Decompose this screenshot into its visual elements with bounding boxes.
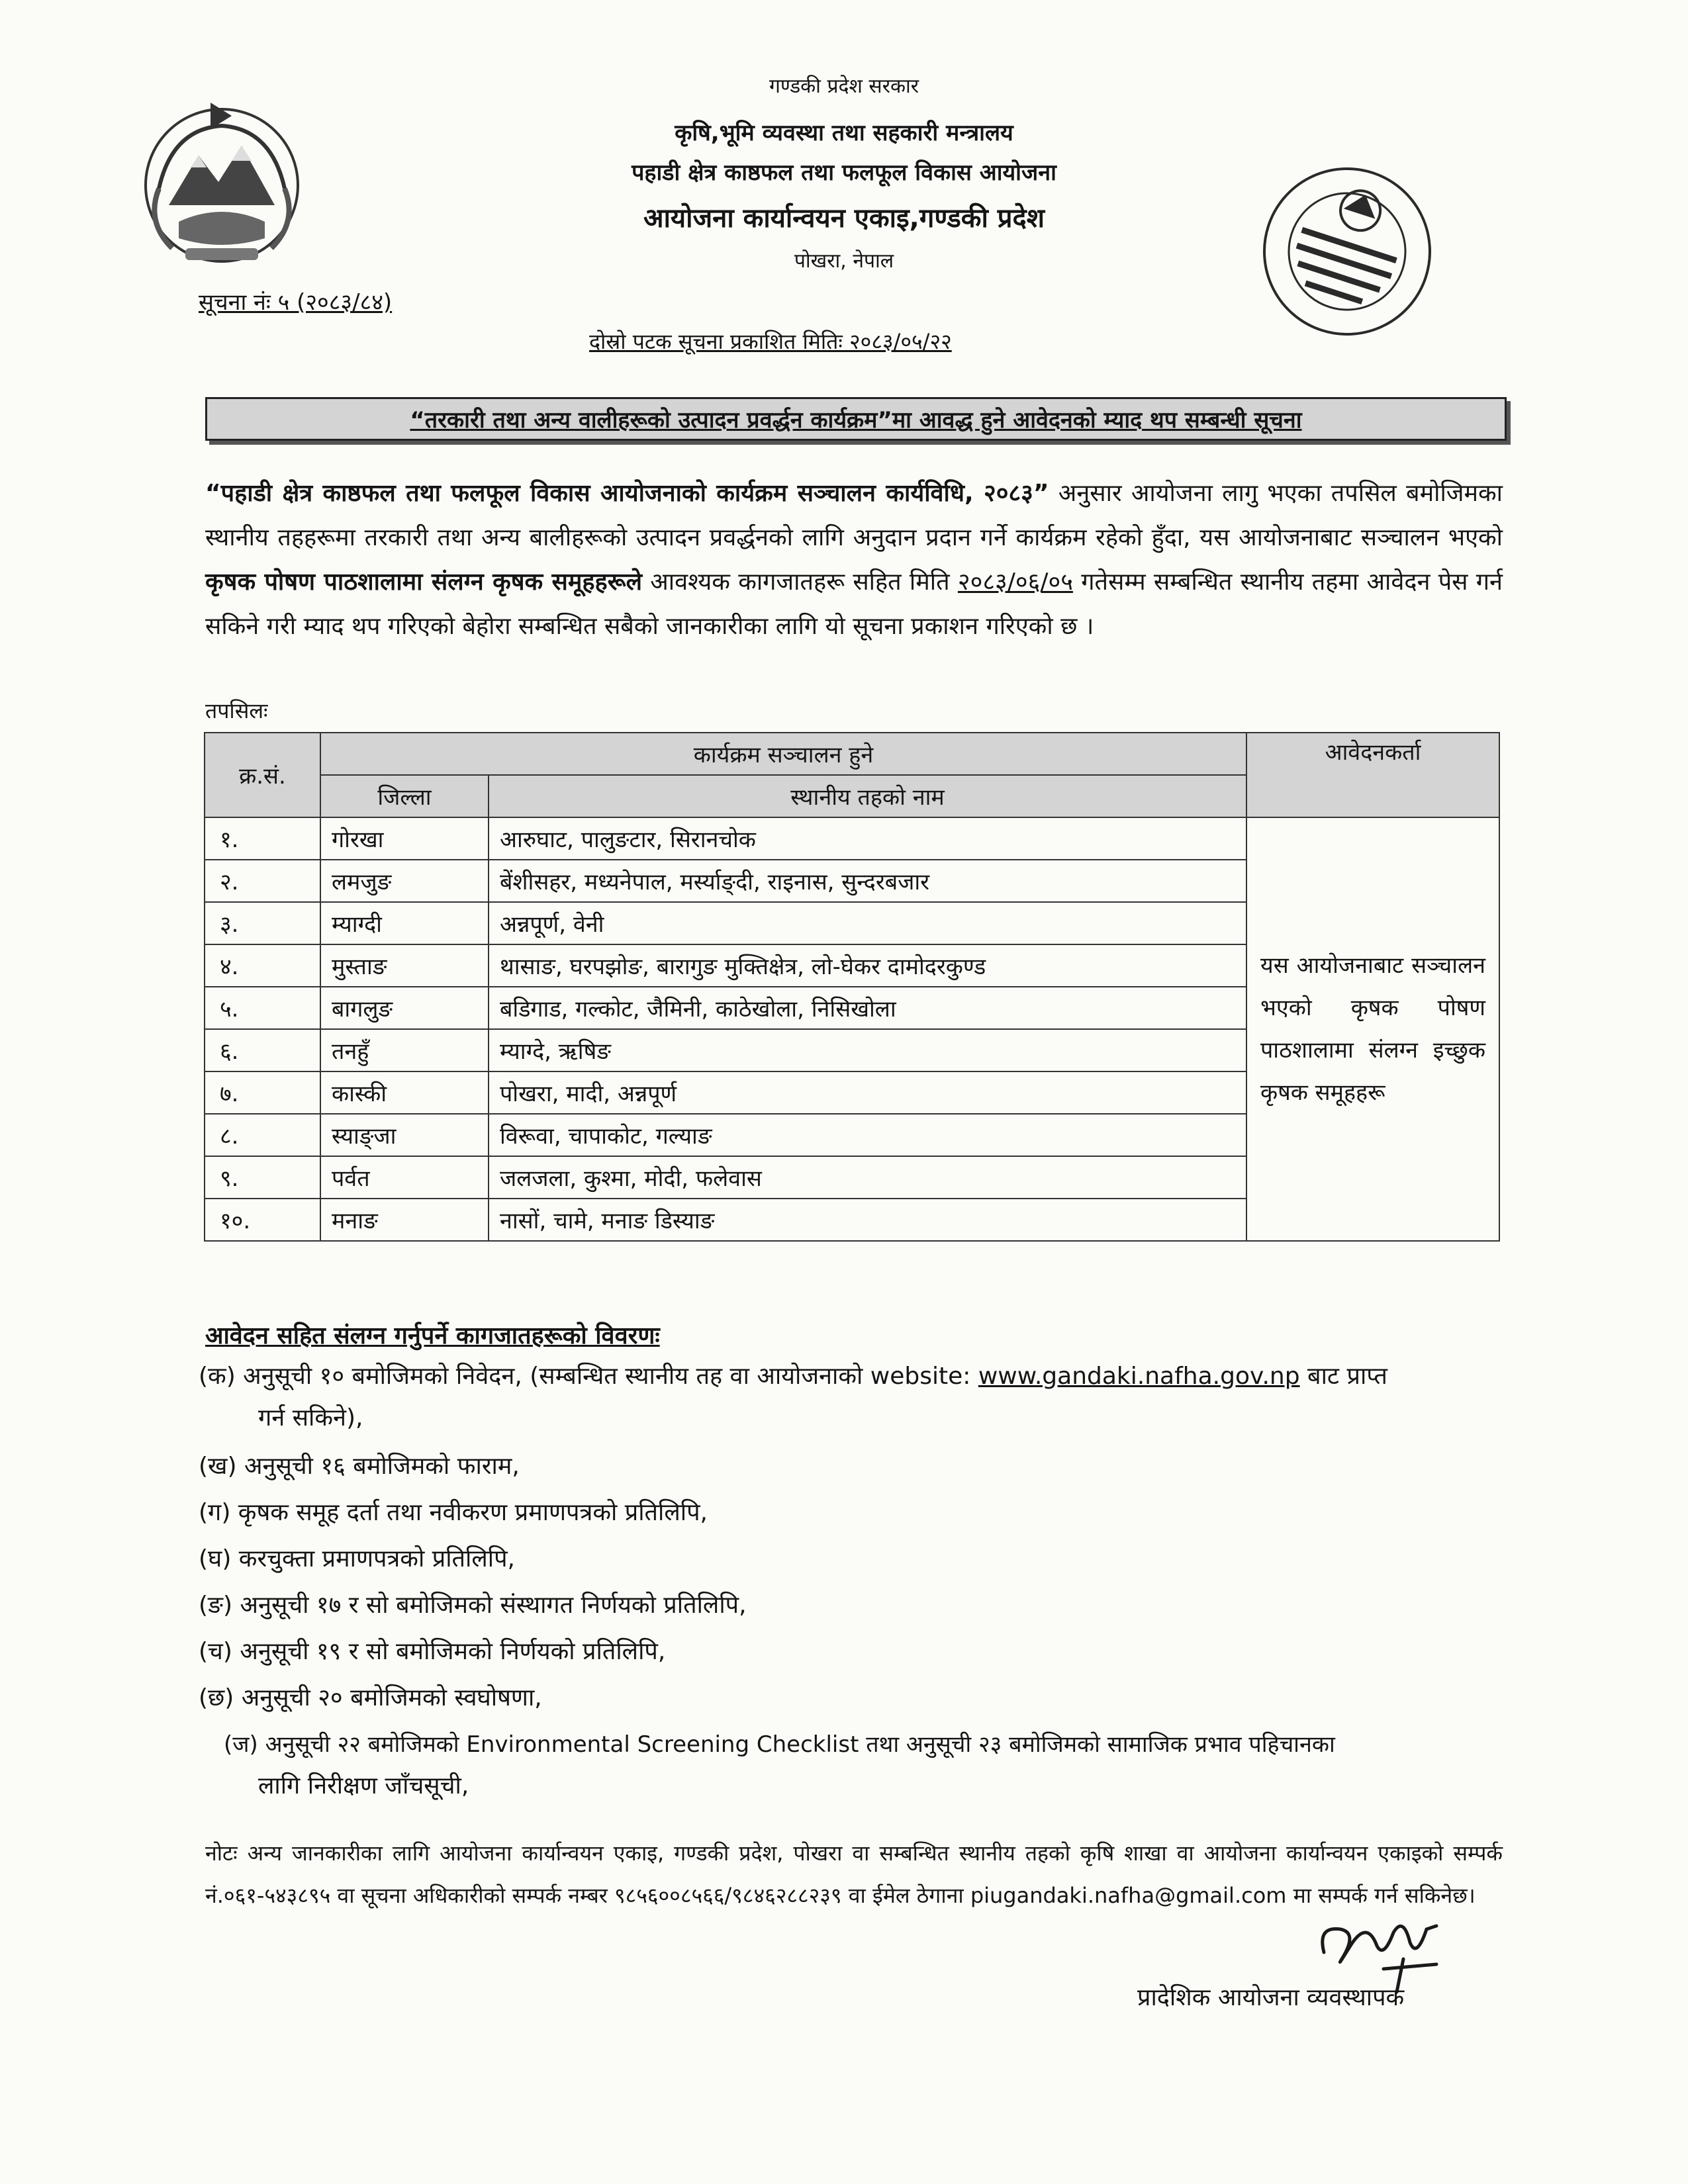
row-district: मनाङ <box>320 1199 489 1241</box>
header-local-level: स्थानीय तहको नाम <box>489 775 1246 817</box>
row-serial: ५. <box>205 987 320 1029</box>
doc-item-ka <box>199 1355 1516 1398</box>
row-local-levels: विरूवा, चापाकोट, गल्याङ <box>489 1114 1246 1156</box>
notice-body <box>205 471 1503 649</box>
program-table <box>204 732 1500 1242</box>
row-local-levels: जलजला, कुश्मा, मोदी, फलेवास <box>489 1156 1246 1199</box>
row-serial: १. <box>205 817 320 860</box>
doc-item-nga: (ङ) अनुसूची १७ र सो बमोजिमको संस्थागत निर्णयको प्रतिलिपि, <box>199 1592 747 1619</box>
row-local-levels: बेंशीसहर, मध्यनेपाल, मर्स्याङ्दी, राइनास, सुन्दरबजार <box>489 860 1246 902</box>
row-serial: ८. <box>205 1114 320 1156</box>
row-district: बागलुङ <box>320 987 489 1029</box>
row-district: लमजुङ <box>320 860 489 902</box>
row-local-levels: म्याग्दे, ऋषिङ <box>489 1029 1246 1071</box>
doc-item-ja: (ज) अनुसूची २२ बमोजिमको Environmental Screening Checklist तथा अनुसूची २३ बमोजिमको सामाजिक प्रभाव पहिचानका <box>224 1731 1335 1758</box>
doc-ka-continuation: गर्न सकिने), <box>258 1404 363 1432</box>
doc-ka-end: बाट प्राप्त <box>1299 1363 1387 1390</box>
notice-subject-text: “तरकारी तथा अन्य वालीहरूको उत्पादन प्रवर्द्धन कार्यक्रम”मा आवद्ध हुने आवेदनको म्याद थप सम्बन्धी सूचना <box>410 407 1302 433</box>
doc-ja-continuation: लागि निरीक्षण जाँचसूची, <box>258 1772 469 1799</box>
row-serial: ३. <box>205 902 320 944</box>
office-seal-icon <box>1231 152 1463 351</box>
office-address: पोखरा, नेपाल <box>794 250 894 273</box>
header-program: कार्यक्रम सञ्चालन हुने <box>320 733 1246 775</box>
website-link[interactable]: www.gandaki.nafha.gov.np <box>978 1363 1300 1390</box>
row-local-levels: थासाङ, घरपझोङ, बारागुङ मुक्तिक्षेत्र, लो-घेकर दामोदरकुण्ड <box>489 944 1246 987</box>
row-district: कास्की <box>320 1071 489 1114</box>
row-local-levels: नासों, चामे, मनाङ डिस्याङ <box>489 1199 1246 1241</box>
signatory-title: प्रादेशिक आयोजना व्यवस्थापक <box>1137 1984 1405 2011</box>
government-name: गण्डकी प्रदेश सरकार <box>769 75 919 98</box>
doc-item-cha: (च) अनुसूची १९ र सो बमोजिमको निर्णयको प्रतिलिपि, <box>199 1638 666 1665</box>
row-district: पर्वत <box>320 1156 489 1199</box>
row-serial: ९. <box>205 1156 320 1199</box>
notice-subject <box>205 397 1507 441</box>
row-serial: २. <box>205 860 320 902</box>
schedule-label: तपसिलः <box>205 698 268 723</box>
doc-item-kha: (ख) अनुसूची १६ बमोजिमको फाराम, <box>199 1453 520 1480</box>
row-district: म्याग्दी <box>320 902 489 944</box>
row-serial: ७. <box>205 1071 320 1114</box>
applicant-cell: यस आयोजनाबाट सञ्चालन भएको कृषक पोषण पाठशालामा संलग्न इच्छुक कृषक समूहहरू <box>1246 817 1499 1241</box>
contact-note: नोटः अन्य जानकारीका लागि आयोजना कार्यान्वयन एकाइ, गण्डकी प्रदेश, पोखरा वा सम्बन्धित स्थानीय तहको कृषि शाखा वा आयोजना कार्यान्वयन एकाइको सम्पर्क नं.०६१-५४३८९५ वा सूचना अधिकारीको सम्पर्क नम्बर ९८५६००८५६६/९८४६२८८२३९ वा ईमेल ठेगाना piugandaki.nafha@gmail.com मा सम्पर्क गर्न सकिनेछ। <box>205 1841 1503 1908</box>
table-row <box>205 817 1499 860</box>
body-bold-2: कृषक पोषण पाठशालामा संलग्न कृषक समूहहरूले <box>205 569 643 596</box>
publish-date: दोस्रो पटक सूचना प्रकाशित मितिः २०८३/०५/२२ <box>589 329 952 354</box>
row-serial: ६. <box>205 1029 320 1071</box>
row-serial: १०. <box>205 1199 320 1241</box>
body-text-3: गतेसम्म सम्बन्धित स्थानीय तहमा आवेदन पेस गर्न सकिने गरी म्याद थप गरिएको बेहोरा सम्बन्धित सबैको जानकारीका लागि यो सूचना प्रकाशन गरिएको छ । <box>205 569 1503 640</box>
doc-item-chha: (छ) अनुसूची २० बमोजिमको स्वघोषणा, <box>199 1684 542 1711</box>
body-text-2: आवश्यक कागजातहरू सहित मिति <box>642 569 958 596</box>
header-district: जिल्ला <box>320 775 489 817</box>
row-local-levels: आरुघाट, पालुङटार, सिरानचोक <box>489 817 1246 860</box>
header-serial: क्र.सं. <box>205 733 320 817</box>
row-district: तनहुँ <box>320 1029 489 1071</box>
header-applicant: आवेदनकर्ता <box>1246 733 1499 817</box>
deadline-date: २०८३/०६/०५ <box>957 569 1073 596</box>
body-text-1: अनुसार आयोजना लागु भएका तपसिल बमोजिमका स्थानीय तहहरूमा तरकारी तथा अन्य बालीहरूको उत्पादन प्रवर्द्धनको लागि अनुदान प्रदान गर्ने कार्यक्रम रहेको हुँदा, यस आयोजनाबाट सञ्चालन भएको <box>205 480 1503 551</box>
row-local-levels: अन्नपूर्ण, वेनी <box>489 902 1246 944</box>
doc-item-gha: (घ) करचुक्ता प्रमाणपत्रको प्रतिलिपि, <box>199 1545 515 1572</box>
body-bold-1: “पहाडी क्षेत्र काष्ठफल तथा फलफूल विकास आयोजनाको कार्यक्रम सञ्चालन कार्यविधि, २०८३” <box>205 480 1049 507</box>
project-name: पहाडी क्षेत्र काष्ठफल तथा फलफूल विकास आयोजना <box>632 159 1056 186</box>
row-district: स्याङ्जा <box>320 1114 489 1156</box>
row-serial: ४. <box>205 944 320 987</box>
office-name: आयोजना कार्यान्वयन एकाइ,गण्डकी प्रदेश <box>643 203 1045 234</box>
doc-ka-text: (क) अनुसूची १० बमोजिमको निवेदन, (सम्बन्धित स्थानीय तह वा आयोजनाको website: <box>199 1363 978 1390</box>
documents-title: आवेदन सहित संलग्न गर्नुपर्ने कागजातहरूको विवरणः <box>205 1322 660 1349</box>
doc-item-ga: (ग) कृषक समूह दर्ता तथा नवीकरण प्रमाणपत्रको प्रतिलिपि, <box>199 1499 708 1526</box>
notice-number: सूचना नंः ५ (२०८३/८४) <box>199 289 393 316</box>
row-district: गोरखा <box>320 817 489 860</box>
row-district: मुस्ताङ <box>320 944 489 987</box>
row-local-levels: पोखरा, मादी, अन्नपूर्ण <box>489 1071 1246 1114</box>
row-local-levels: बडिगाड, गल्कोट, जैमिनी, काठेखोला, निसिखोला <box>489 987 1246 1029</box>
ministry-name: कृषि,भूमि व्यवस्था तथा सहकारी मन्त्रालय <box>675 120 1013 146</box>
